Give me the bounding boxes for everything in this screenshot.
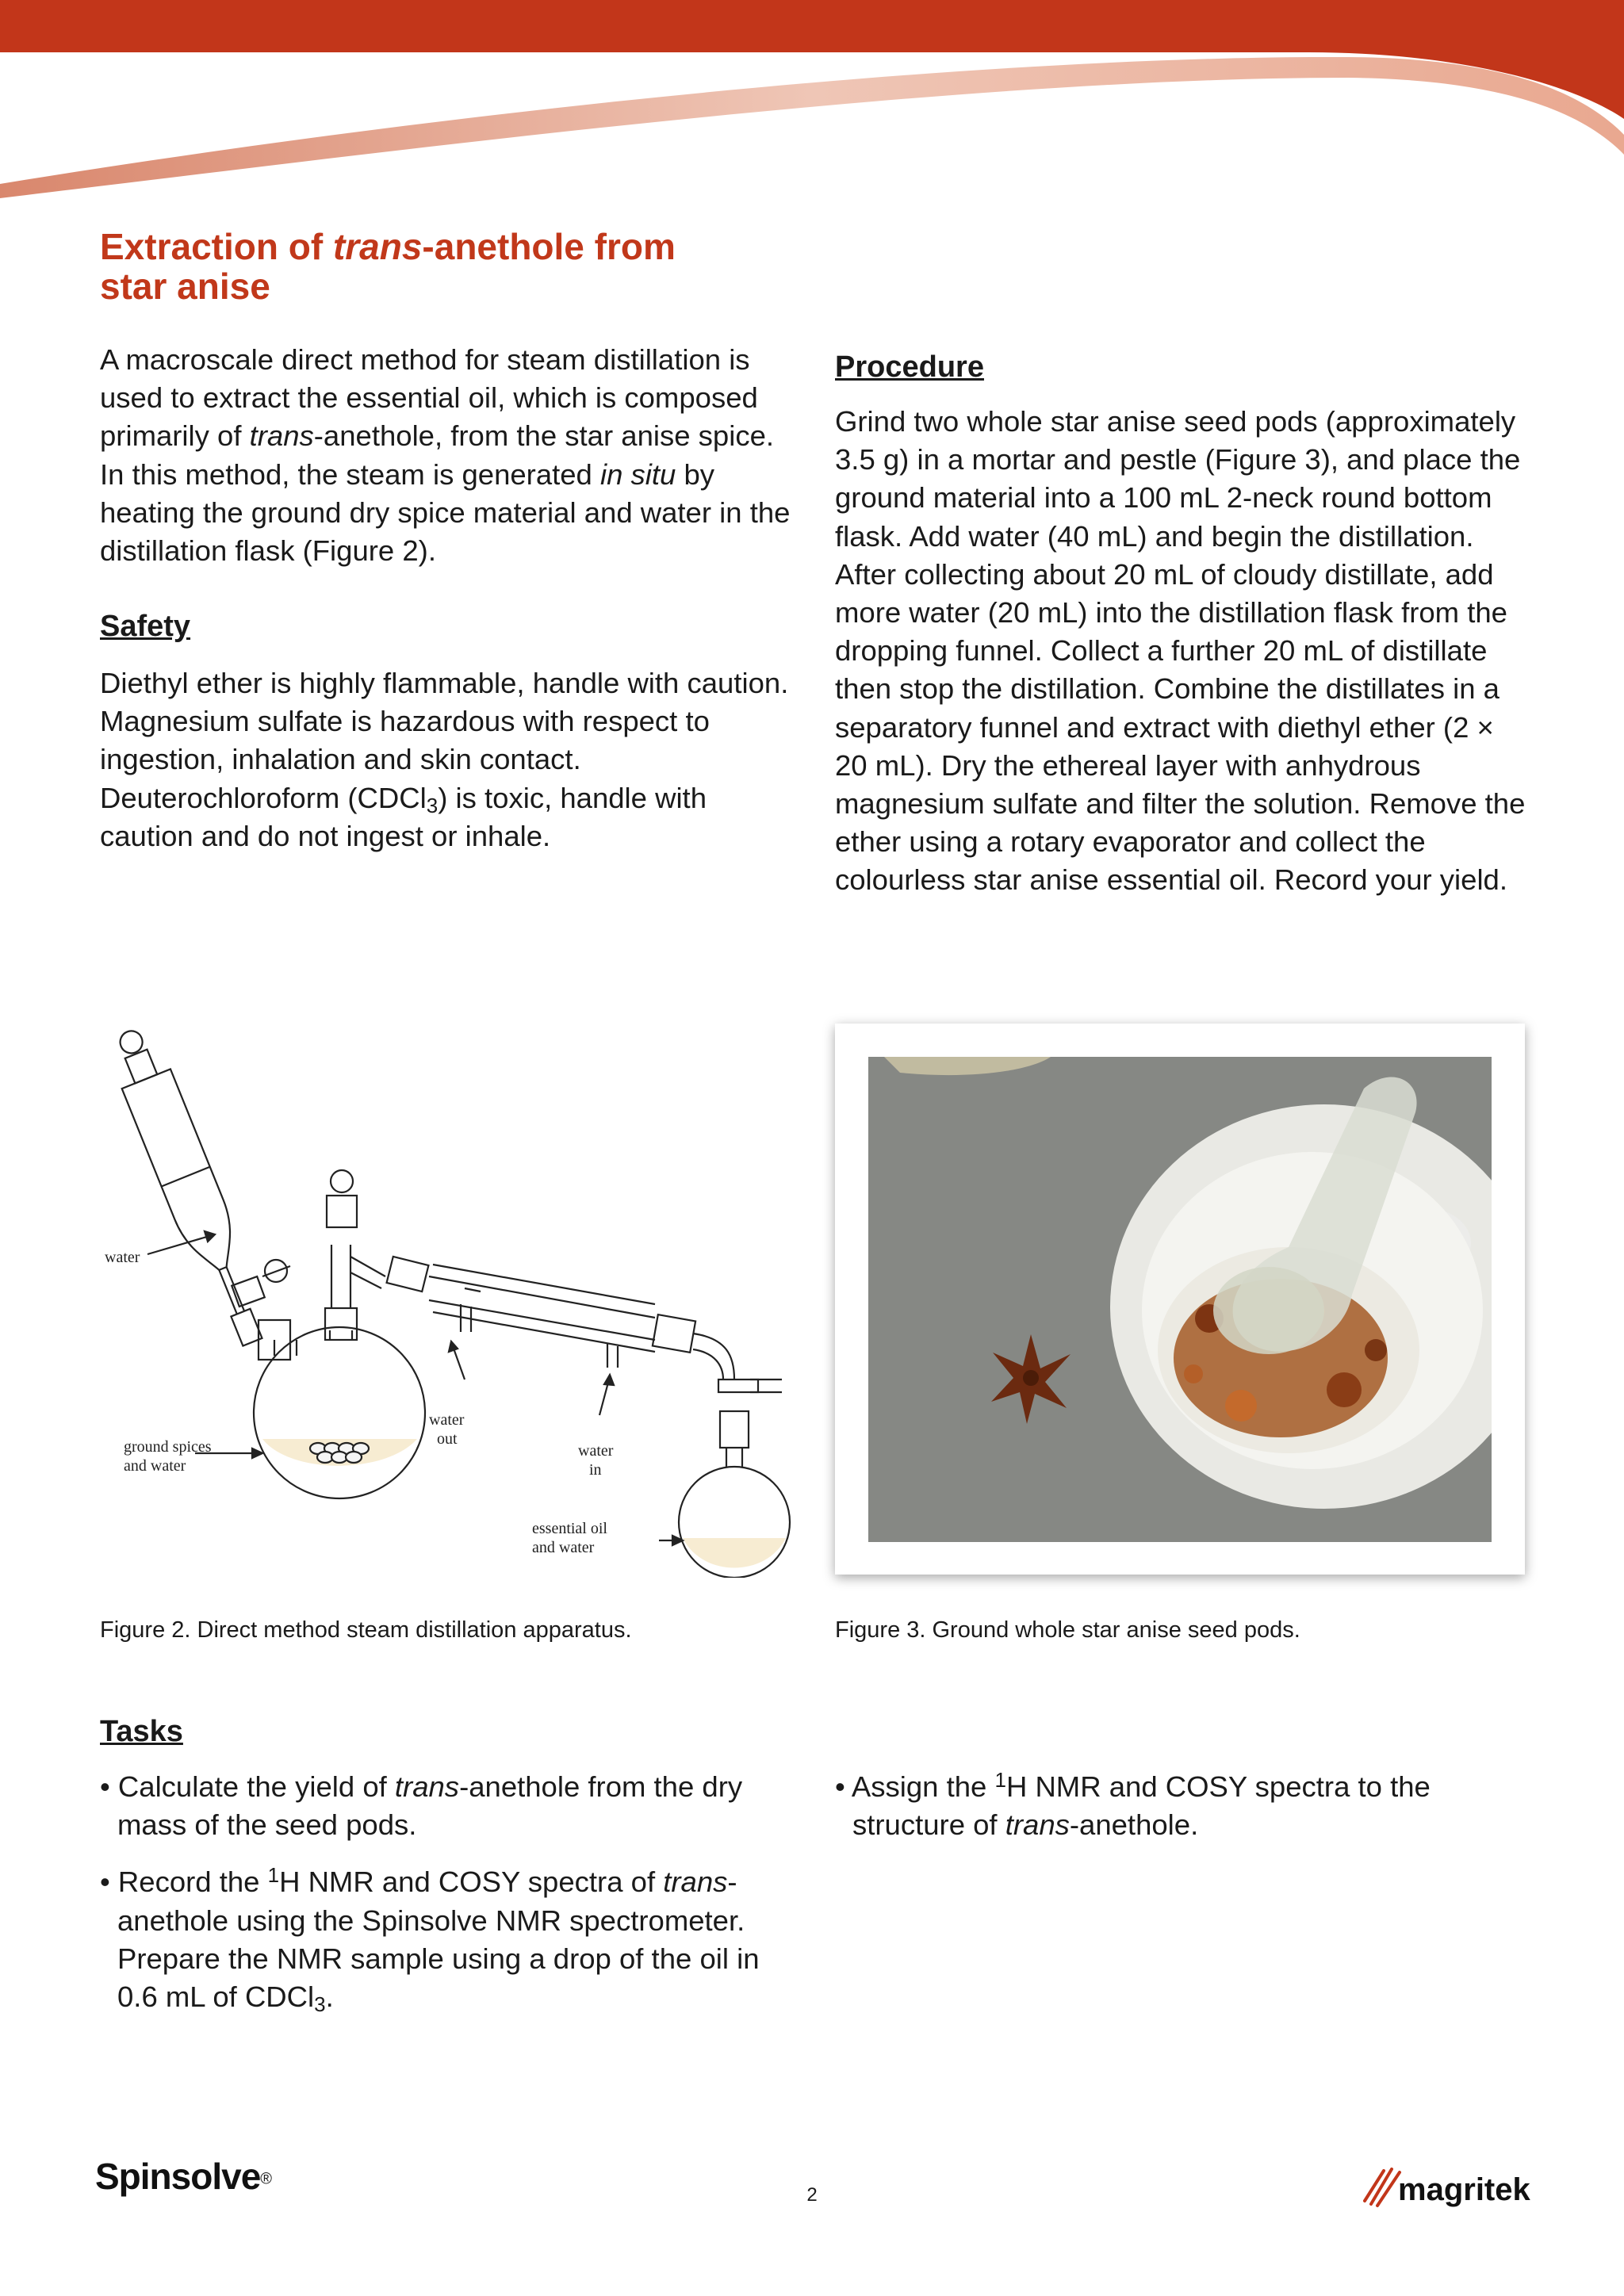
title-line2: star anise: [100, 266, 270, 307]
task3-pre: • Assign the: [835, 1770, 995, 1803]
page-number: 2: [806, 2184, 818, 2206]
label-ground-spices-1: ground spices: [124, 1438, 212, 1456]
magritek-logo: [1360, 2155, 1534, 2210]
task2-post: -anethole using the Spinsolve NMR spectrometer. Prepare the NMR sample using a drop of the oil in 0.6 mL of CDCl: [117, 1866, 760, 2014]
task-item-3: [835, 1768, 1533, 1844]
title-line1-post: -anethole from: [422, 226, 676, 267]
registered-mark: ®: [260, 2170, 273, 2188]
title-line1-italic: trans: [332, 226, 423, 267]
intro-italic-2: in situ: [600, 457, 676, 491]
safety-text-1: Diethyl ether is highly flammable, handle with caution. Magnesium sulfate is hazardous with respect to ingestion, inhalation and skin contact. Deuterochloroform (CDCl: [100, 667, 789, 814]
task2-sub: 3: [314, 1992, 326, 2017]
figure3-caption: Figure 3. Ground whole star anise seed pods.: [835, 1617, 1300, 1643]
tasks-list-left: [100, 1768, 806, 2016]
spinsolve-logo: [95, 2155, 272, 2198]
task2-sup: 1: [267, 1863, 280, 1888]
task2-italic: trans: [663, 1866, 728, 1899]
header-band: [0, 0, 1624, 198]
task3-post: -anethole.: [1069, 1808, 1199, 1842]
task2-pre: • Record the: [100, 1866, 268, 1899]
intro-text-2: -anethole, from the star anise spice. In this method, the steam is generated: [100, 419, 775, 491]
mortar-pestle-photo: [868, 1057, 1492, 1542]
label-ground-spices-2: and water: [124, 1457, 186, 1475]
distillation-apparatus-diagram: [100, 1007, 798, 1578]
safety-body: [100, 664, 798, 855]
intro-italic-1: trans: [249, 419, 314, 453]
safety-heading: Safety: [100, 610, 191, 643]
task-item-2: [100, 1863, 806, 2016]
boiling-stones: [310, 1443, 369, 1463]
task3-mid: H NMR and COSY spectra to the structure of: [852, 1770, 1431, 1842]
procedure-paragraph: Grind two whole star anise seed pods (approximately 3.5 g) in a mortar and pestle (Figure 3), and place the ground material into a 100 mL 2-neck round bottom flask. Add water (40 mL) and begin the distillation. After collecting about 20 mL of cloudy distillate, add more water (20 mL) into the distillation flask from the dropping funnel. Collect a further 20 mL of distillate then stop the distillation. Combine the distillates in a separatory funnel and extract with diethyl ether (2 × 20 mL). Dry the ethereal layer with anhydrous magnesium sulfate and filter the solution. Remove the ether using a rotary evaporator and collect the colourless star anise essential oil. Record your yield.: [835, 405, 1526, 897]
task3-italic: trans: [1005, 1808, 1070, 1842]
intro-text-3: by heating the ground dry spice material and water in the distillation flask (Figure 2).: [100, 457, 791, 568]
task1-post: -anethole from the dry mass of the seed pods.: [117, 1770, 743, 1842]
title-line1-pre: Extraction of: [100, 226, 333, 267]
label-essential-oil-2: and water: [532, 1539, 595, 1556]
task2-end: .: [325, 1980, 334, 2014]
task2-mid: H NMR and COSY spectra of: [279, 1866, 664, 1899]
tasks-section: [100, 1714, 798, 1749]
label-water: water: [105, 1249, 140, 1266]
task3-sup: 1: [994, 1768, 1006, 1792]
intro-text-1: A macroscale direct method for steam distillation is used to extract the essential oil, which is composed primarily of: [100, 343, 758, 453]
tasks-heading: Tasks: [100, 1715, 183, 1748]
photo-frame: [835, 1024, 1525, 1575]
figure2-caption: Figure 2. Direct method steam distillation apparatus.: [100, 1617, 632, 1643]
label-water-in-2: in: [589, 1461, 602, 1479]
label-water-out-2: out: [437, 1430, 458, 1448]
tasks-list-right: [835, 1768, 1533, 1844]
safety-paragraph: [100, 664, 798, 855]
task-item-1: [100, 1768, 806, 1844]
safety-subscript: 3: [426, 793, 439, 817]
label-water-in-1: water: [578, 1442, 614, 1460]
procedure-heading: Procedure: [835, 350, 984, 384]
intro-paragraph: [100, 341, 798, 570]
procedure-body: [835, 403, 1533, 900]
page-title: [100, 227, 814, 306]
round-bottom-flask: [254, 1327, 425, 1498]
magritek-text: magritek: [1398, 2172, 1530, 2207]
task1-pre: • Calculate the yield of: [100, 1770, 395, 1803]
intro-section: [100, 341, 798, 570]
procedure-section: [835, 350, 1533, 385]
spinsolve-text: Spinsolve: [95, 2156, 261, 2197]
task1-italic: trans: [394, 1770, 460, 1803]
safety-section: [100, 609, 798, 644]
safety-text-2: ) is toxic, handle with caution and do not ingest or inhale.: [100, 781, 707, 852]
label-essential-oil-1: essential oil: [532, 1520, 607, 1537]
label-water-out-1: water: [429, 1411, 465, 1429]
